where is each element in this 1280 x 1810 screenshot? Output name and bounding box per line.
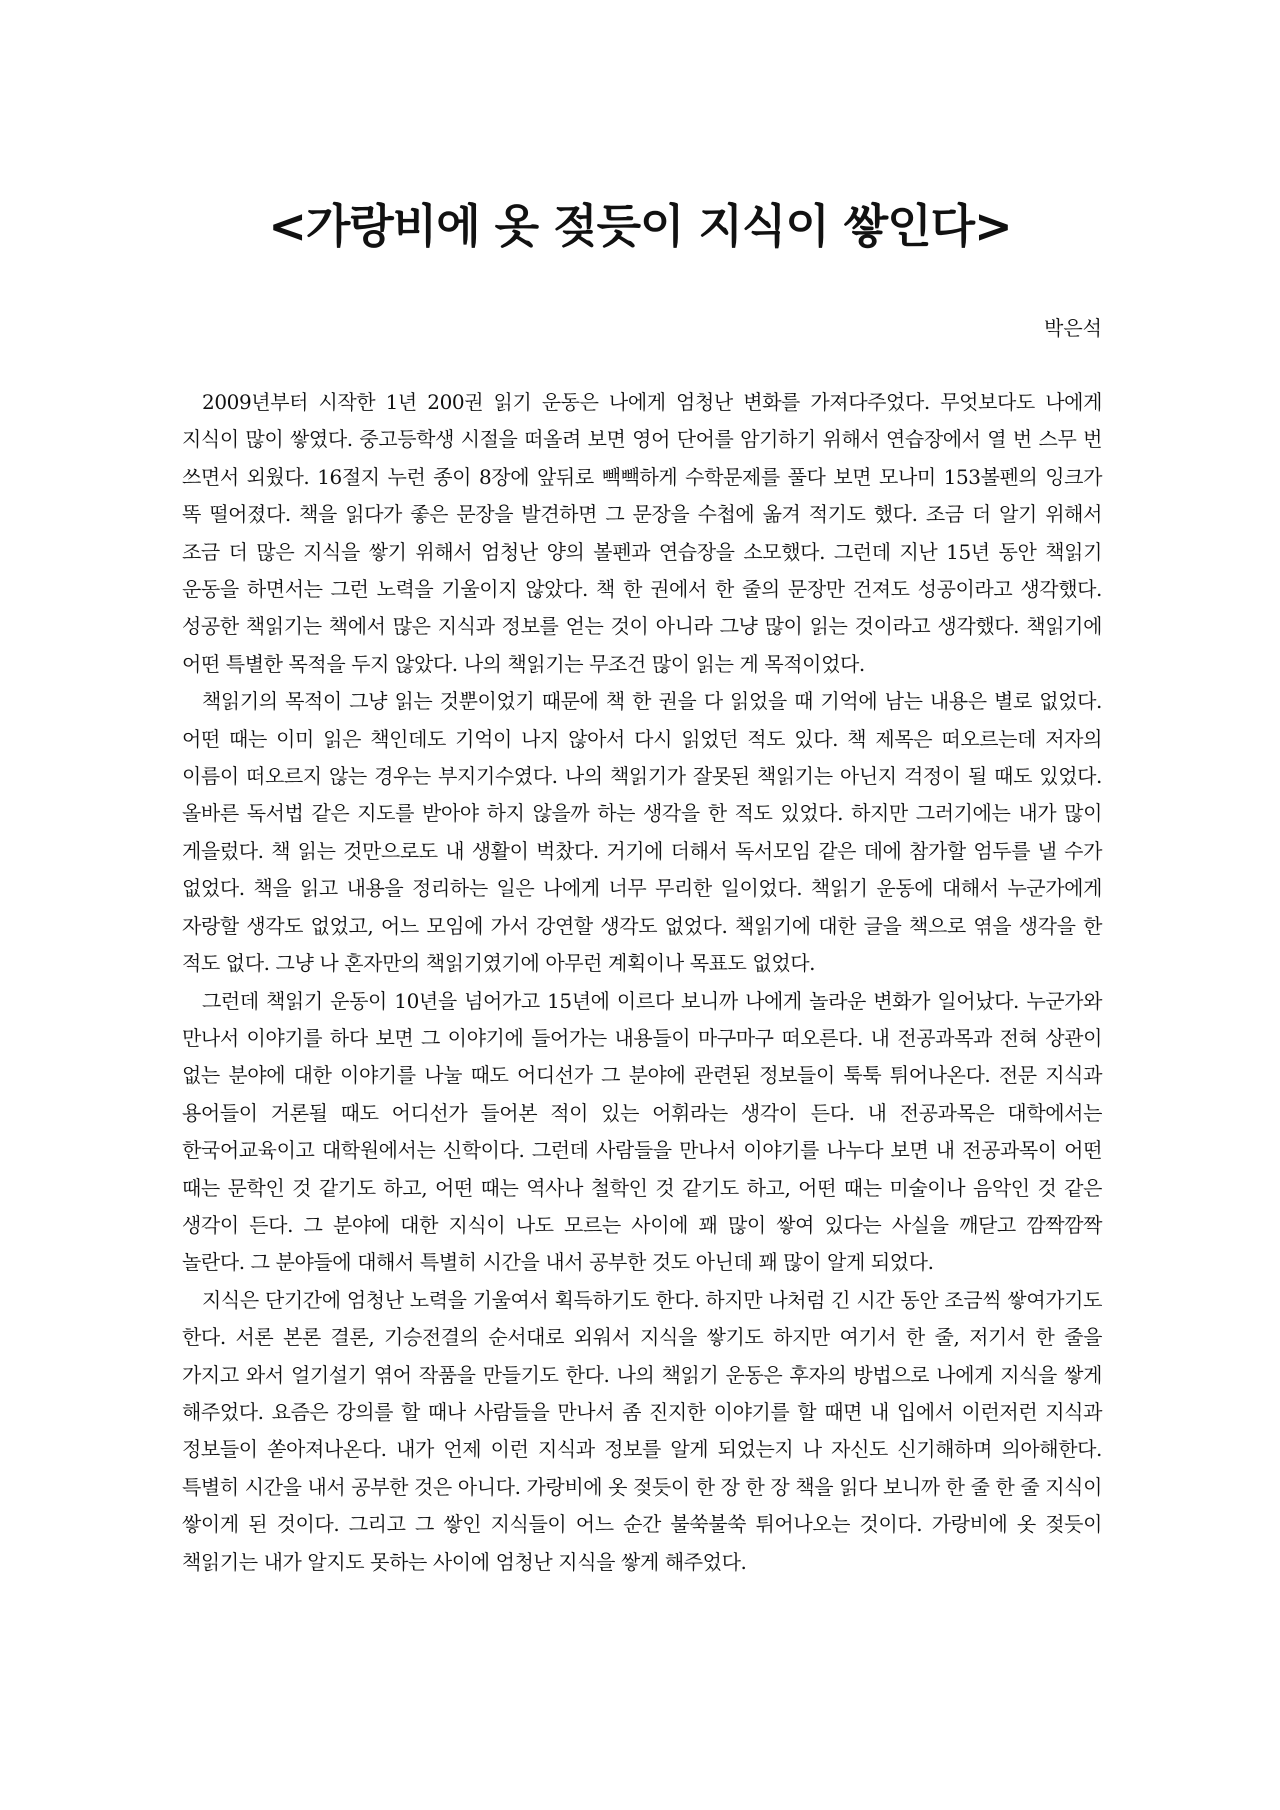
document-body <box>182 384 1102 1581</box>
body-paragraph-4: 지식은 단기간에 엄청난 노력을 기울여서 획득하기도 한다. 하지만 나처럼 긴 시간 동안 조금씩 쌓여가기도 한다. 서론 본론 결론, 기승전결의 순서대로 외워서 지식을 쌓기도 하지만 여기서 한 줄, 저기서 한 줄을 가지고 와서 얼기설기 엮어 작품을 만들기도 한다. 나의 책읽기 운동은 후자의 방법으로 나에게 지식을 쌓게 해주었다. 요즘은 강의를 할 때나 사람들을 만나서 좀 진지한 이야기를 할 때면 내 입에서 이런저런 지식과 정보들이 쏟아져나온다. 내가 언제 이런 지식과 정보를 알게 되었는지 나 자신도 신기해하며 의아해한다. 특별히 시간을 내서 공부한 것은 아니다. 가랑비에 옷 젖듯이 한 장 한 장 책을 읽다 보니까 한 줄 한 줄 지식이 쌓이게 된 것이다. 그리고 그 쌓인 지식들이 어느 순간 불쑥불쑥 튀어나오는 것이다. 가랑비에 옷 젖듯이 책읽기는 내가 알지도 못하는 사이에 엄청난 지식을 쌓게 해주었다. <box>182 1287 1102 1574</box>
body-paragraph-1: 2009년부터 시작한 1년 200권 읽기 운동은 나에게 엄청난 변화를 가져다주었다. 무엇보다도 나에게 지식이 많이 쌓였다. 중고등학생 시절을 떠올려 보면 영어 단어를 암기하기 위해서 연습장에서 열 번 스무 번 쓰면서 외웠다. 16절지 누런 종이 8장에 앞뒤로 빽빽하게 수학문제를 풀다 보면 모나미 153볼펜의 잉크가 똑 떨어졌다. 책을 읽다가 좋은 문장을 발견하면 그 문장을 수첩에 옮겨 적기도 했다. 조금 더 알기 위해서 조금 더 많은 지식을 쌓기 위해서 엄청난 양의 볼펜과 연습장을 소모했다. 그런데 지난 15년 동안 책읽기 운동을 하면서는 그런 노력을 기울이지 않았다. 책 한 권에서 한 줄의 문장만 건져도 성공이라고 생각했다. 성공한 책읽기는 책에서 많은 지식과 정보를 얻는 것이 아니라 그냥 많이 읽는 것이라고 생각했다. 책읽기에 어떤 특별한 목적을 두지 않았다. 나의 책읽기는 무조건 많이 읽는 게 목적이었다. <box>182 390 1102 676</box>
body-paragraph-3: 그런데 책읽기 운동이 10년을 넘어가고 15년에 이르다 보니까 나에게 놀라운 변화가 일어났다. 누군가와 만나서 이야기를 하다 보면 그 이야기에 들어가는 내용들이 마구마구 떠오른다. 내 전공과목과 전혀 상관이 없는 분야에 대한 이야기를 나눌 때도 어디선가 그 분야에 관련된 정보들이 툭툭 튀어나온다. 전문 지식과 용어들이 거론될 때도 어디선가 들어본 적이 있는 어휘라는 생각이 든다. 내 전공과목은 대학에서는 한국어교육이고 대학원에서는 신학이다. 그런데 사람들을 만나서 이야기를 나누다 보면 내 전공과목이 어떤 때는 문학인 것 같기도 하고, 어떤 때는 역사나 철학인 것 같기도 하고, 어떤 때는 미술이나 음악인 것 같은 생각이 든다. 그 분야에 대한 지식이 나도 모르는 사이에 꽤 많이 쌓여 있다는 사실을 깨닫고 깜짝깜짝 놀란다. 그 분야들에 대해서 특별히 시간을 내서 공부한 것도 아닌데 꽤 많이 알게 되었다. <box>182 988 1102 1275</box>
document-author: 박은석 <box>1044 316 1102 340</box>
document-title: <가랑비에 옷 젖듯이 지식이 쌓인다> <box>268 199 1012 253</box>
body-paragraph-2: 책읽기의 목적이 그냥 읽는 것뿐이었기 때문에 책 한 권을 다 읽었을 때 기억에 남는 내용은 별로 없었다. 어떤 때는 이미 읽은 책인데도 기억이 나지 않아서 다시 읽었던 적도 있다. 책 제목은 떠오르는데 저자의 이름이 떠오르지 않는 경우는 부지기수였다. 나의 책읽기가 잘못된 책읽기는 아닌지 걱정이 될 때도 있었다. 올바른 독서법 같은 지도를 받아야 하지 않을까 하는 생각을 한 적도 있었다. 하지만 그러기에는 내가 많이 게을렀다. 책 읽는 것만으로도 내 생활이 벅찼다. 거기에 더해서 독서모임 같은 데에 참가할 엄두를 낼 수가 없었다. 책을 읽고 내용을 정리하는 일은 나에게 너무 무리한 일이었다. 책읽기 운동에 대해서 누군가에게 자랑할 생각도 없었고, 어느 모임에 가서 강연할 생각도 없었다. 책읽기에 대한 글을 책으로 엮을 생각을 한 적도 없다. 그냥 나 혼자만의 책읽기였기에 아무런 계획이나 목표도 없었다. <box>182 689 1102 976</box>
